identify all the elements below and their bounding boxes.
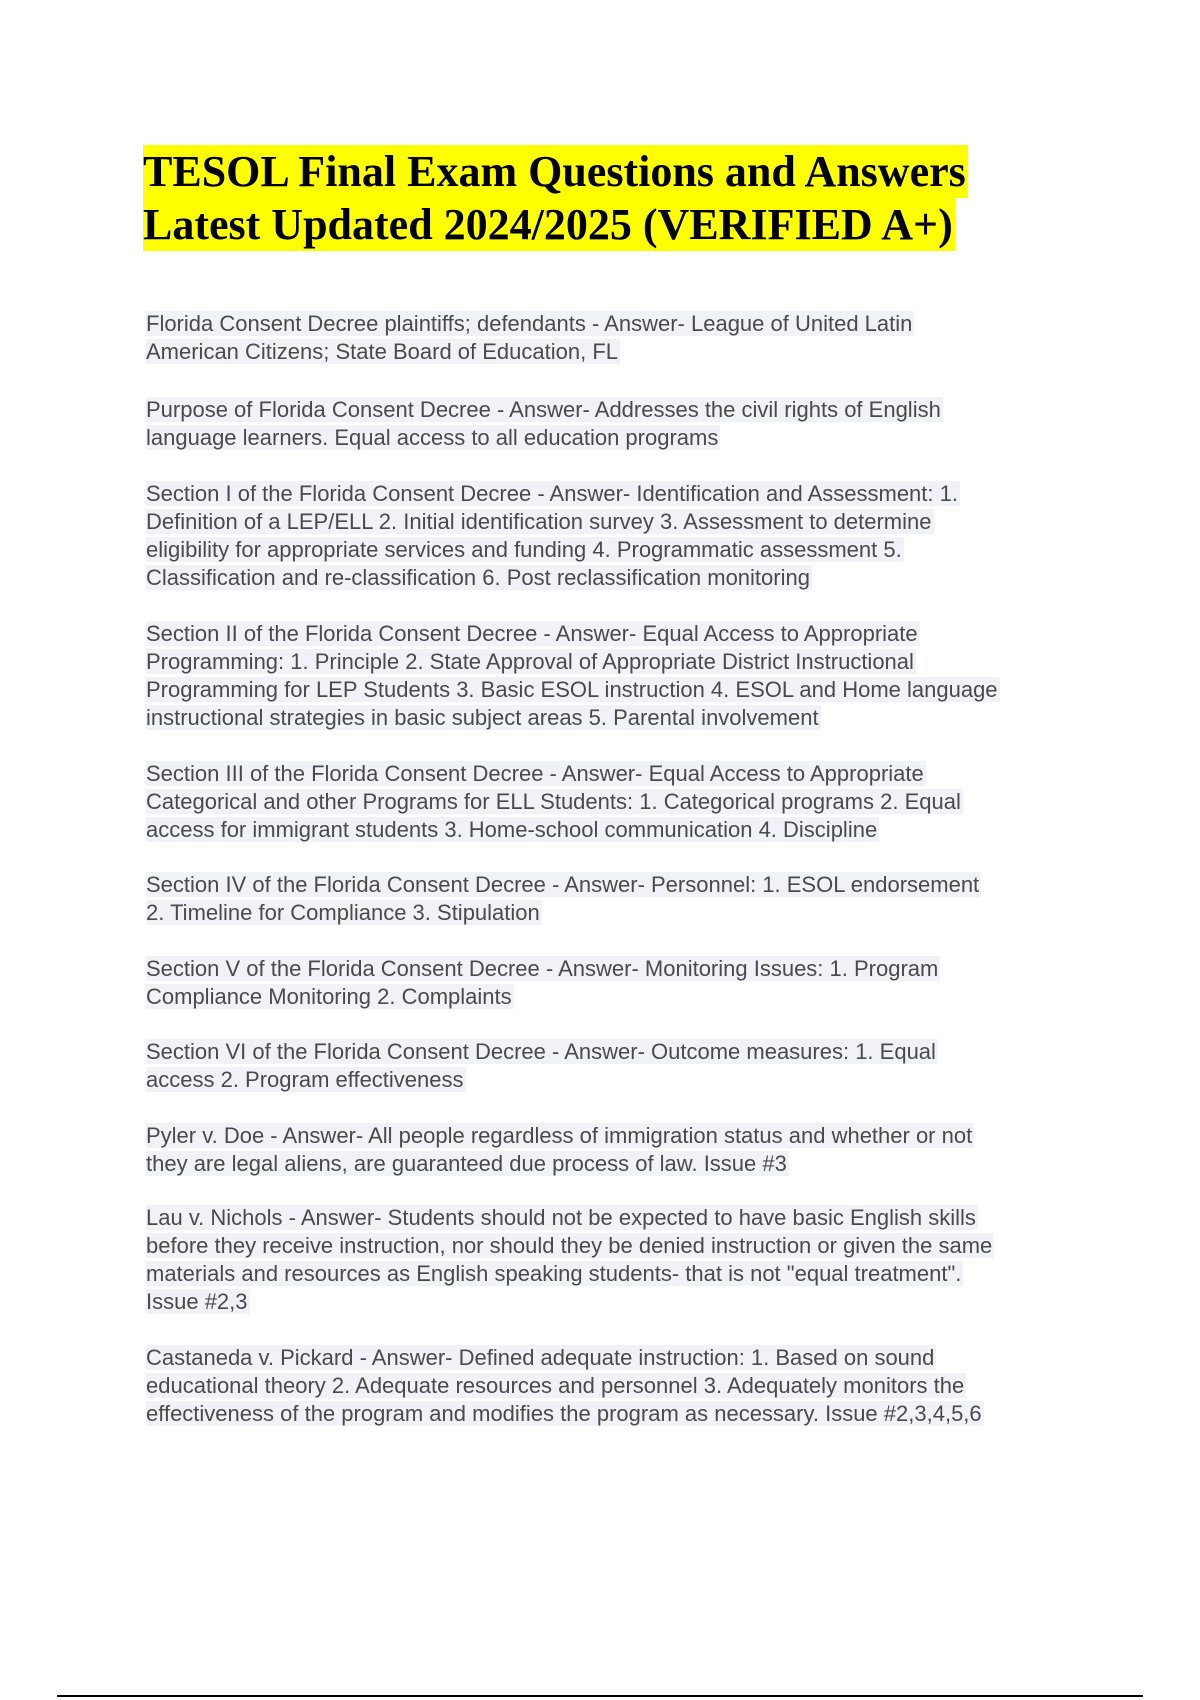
qa-line: effectiveness of the program and modifies the program as necessary. Issue #2,3,4,5,6 (146, 1401, 982, 1426)
qa-line: Compliance Monitoring 2. Complaints (146, 984, 512, 1009)
qa-line: Definition of a LEP/ELL 2. Initial identification survey 3. Assessment to determine (146, 509, 932, 534)
qa-line: access for immigrant students 3. Home-school communication 4. Discipline (146, 817, 878, 842)
qa-item-castaneda-v-pickard (146, 1344, 984, 1428)
qa-line: Categorical and other Programs for ELL Students: 1. Categorical programs 2. Equal (146, 789, 961, 814)
qa-item-section-4 (146, 871, 981, 927)
qa-line: Issue #2,3 (146, 1289, 248, 1314)
qa-line: Section III of the Florida Consent Decree - Answer- Equal Access to Appropriate (146, 761, 924, 786)
qa-item-section-3 (146, 760, 963, 844)
qa-line: Classification and re-classification 6. Post reclassification monitoring (146, 565, 810, 590)
qa-line: 2. Timeline for Compliance 3. Stipulation (146, 900, 540, 925)
title-line-1: TESOL Final Exam Questions and Answers (143, 147, 966, 196)
qa-item-pyler-v-doe (146, 1122, 974, 1178)
qa-line: instructional strategies in basic subject areas 5. Parental involvement (146, 705, 819, 730)
qa-line: Section VI of the Florida Consent Decree - Answer- Outcome measures: 1. Equal (146, 1039, 936, 1064)
qa-line: American Citizens; State Board of Education, FL (146, 339, 619, 364)
qa-line: eligibility for appropriate services and funding 4. Programmatic assessment 5. (146, 537, 902, 562)
qa-line: Section I of the Florida Consent Decree - Answer- Identification and Assessment: 1. (146, 481, 958, 506)
qa-line: they are legal aliens, are guaranteed due process of law. Issue #3 (146, 1151, 787, 1176)
qa-item-lau-v-nichols (146, 1204, 994, 1316)
title-line-2: Latest Updated 2024/2025 (VERIFIED A+) (143, 200, 953, 249)
qa-line: materials and resources as English speaking students- that is not "equal treatment". (146, 1261, 962, 1286)
document-title (143, 145, 1083, 251)
qa-line: before they receive instruction, nor should they be denied instruction or given the same (146, 1233, 993, 1258)
qa-item-section-1 (146, 480, 960, 592)
qa-item-section-2 (146, 620, 1000, 732)
qa-line: language learners. Equal access to all education programs (146, 425, 719, 450)
qa-line: educational theory 2. Adequate resources and personnel 3. Adequately monitors the (146, 1373, 965, 1398)
qa-line: Programming: 1. Principle 2. State Approval of Appropriate District Instructional (146, 649, 914, 674)
qa-line: Programming for LEP Students 3. Basic ESOL instruction 4. ESOL and Home language (146, 677, 998, 702)
qa-line: Section IV of the Florida Consent Decree - Answer- Personnel: 1. ESOL endorsement (146, 872, 980, 897)
qa-line: Section V of the Florida Consent Decree - Answer- Monitoring Issues: 1. Program (146, 956, 939, 981)
qa-line: Pyler v. Doe - Answer- All people regardless of immigration status and whether or not (146, 1123, 973, 1148)
qa-item-purpose (146, 396, 943, 452)
qa-line: Lau v. Nichols - Answer- Students should not be expected to have basic English skills (146, 1205, 976, 1230)
qa-item-section-6 (146, 1038, 938, 1094)
page-bottom-rule (57, 1695, 1143, 1697)
qa-line: Purpose of Florida Consent Decree - Answer- Addresses the civil rights of English (146, 397, 941, 422)
qa-line: Section II of the Florida Consent Decree - Answer- Equal Access to Appropriate (146, 621, 918, 646)
qa-item-section-5 (146, 955, 940, 1011)
qa-line: access 2. Program effectiveness (146, 1067, 464, 1092)
qa-line: Castaneda v. Pickard - Answer- Defined adequate instruction: 1. Based on sound (146, 1345, 935, 1370)
qa-line: Florida Consent Decree plaintiffs; defendants - Answer- League of United Latin (146, 311, 913, 336)
qa-item-consent-decree-parties (146, 310, 914, 366)
